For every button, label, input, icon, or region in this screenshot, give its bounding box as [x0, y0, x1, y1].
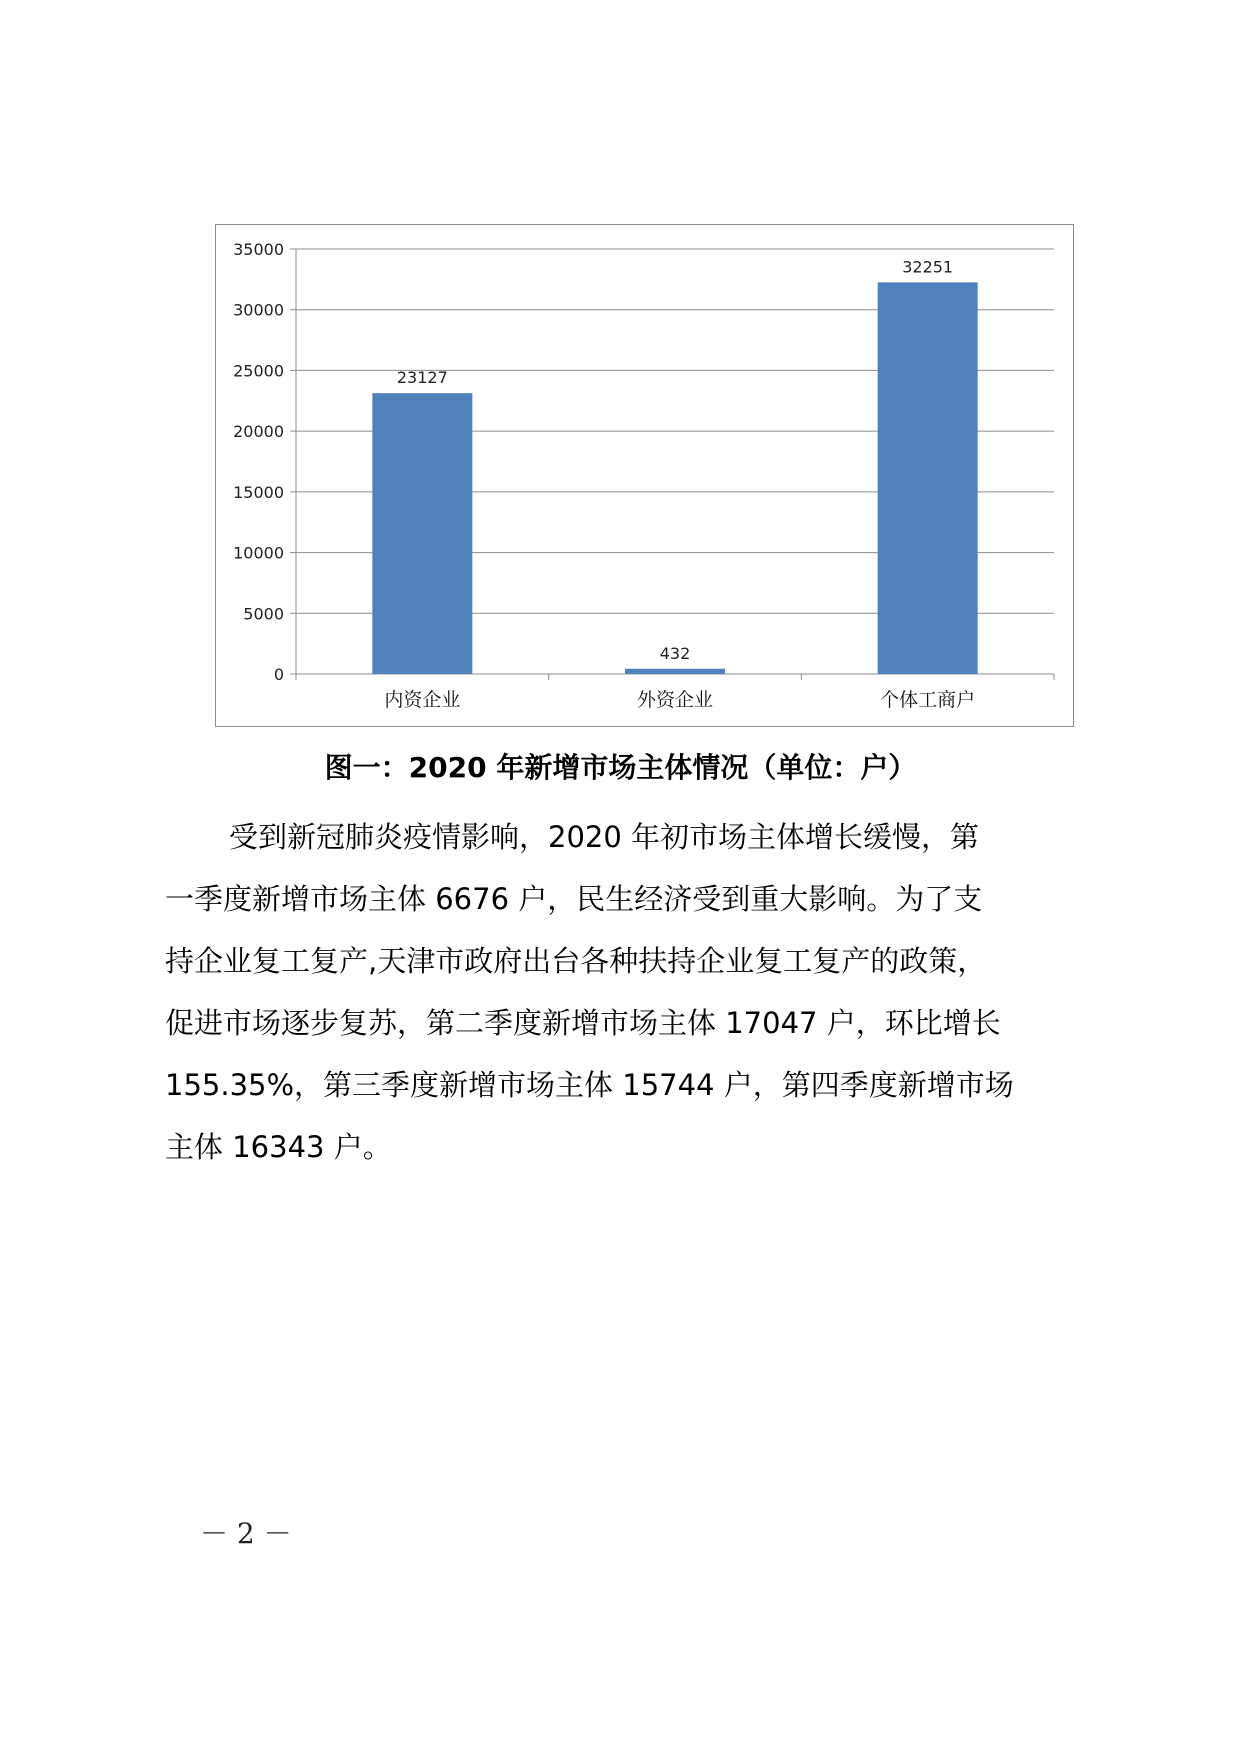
y-tick-label: 15000	[233, 482, 284, 502]
y-tick-label: 30000	[233, 300, 284, 320]
category-label: 外资企业	[636, 689, 714, 711]
figure-caption: 图一：2020 年新增市场主体情况（单位：户）	[324, 751, 917, 784]
body-paragraph	[165, 806, 1085, 1178]
bar	[878, 282, 978, 674]
bar	[625, 669, 725, 674]
paragraph-line: 155.35%，第三季度新增市场主体 15744 户，第四季度新增市场	[165, 1068, 1014, 1102]
data-label: 432	[659, 643, 691, 663]
y-tick-label: 20000	[233, 422, 284, 442]
category-label: 个体工商户	[880, 689, 976, 711]
data-label: 23127	[396, 368, 448, 388]
y-tick-label: 5000	[243, 604, 284, 624]
y-tick-label: 0	[273, 665, 284, 684]
bar	[372, 393, 472, 674]
y-tick-label: 10000	[233, 543, 284, 563]
y-tick-label: 35000	[233, 240, 284, 259]
paragraph-line: 持企业复工复产,天津市政府出台各种扶持企业复工复产的政策，	[165, 944, 987, 978]
bar-chart	[215, 224, 1074, 727]
paragraph-line: 受到新冠肺炎疫情影响，2020 年初市场主体增长缓慢，第	[229, 820, 980, 854]
category-label: 内资企业	[384, 689, 461, 711]
chart-plot	[216, 225, 1075, 728]
page-number: － 2 －	[200, 1517, 292, 1550]
paragraph-line: 一季度新增市场主体 6676 户，民生经济受到重大影响。为了支	[165, 882, 983, 916]
y-tick-label: 25000	[233, 361, 284, 381]
paragraph-line: 主体 16343 户。	[165, 1130, 392, 1164]
data-label: 32251	[902, 257, 954, 277]
paragraph-line: 促进市场逐步复苏，第二季度新增市场主体 17047 户，环比增长	[165, 1006, 1001, 1040]
